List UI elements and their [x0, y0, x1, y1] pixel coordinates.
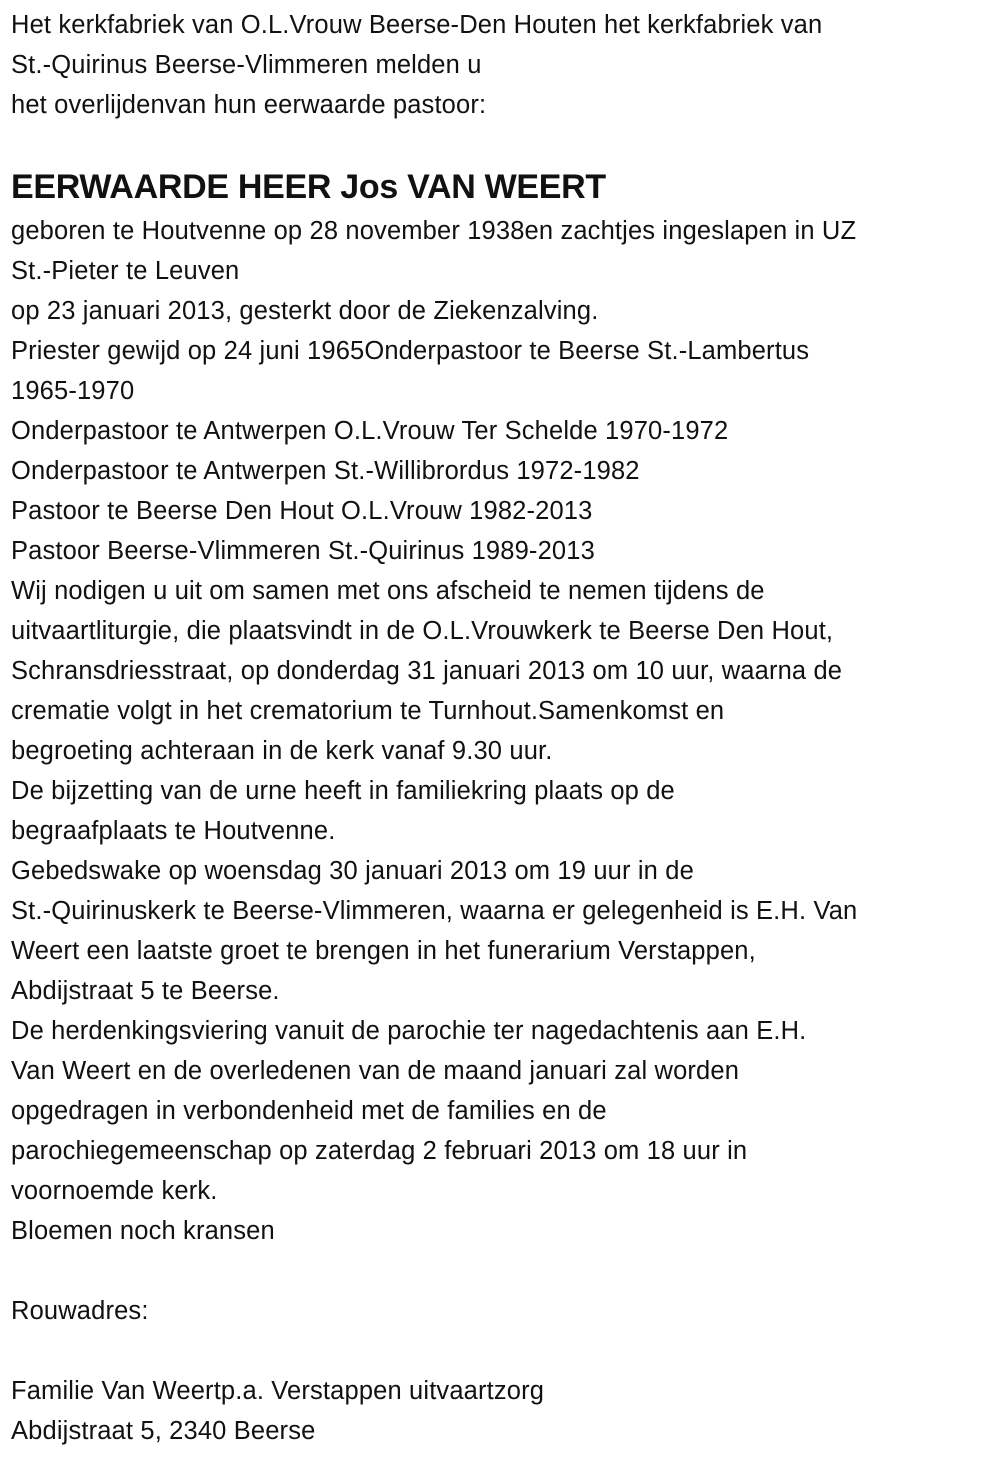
body-line: St.-Quirinuskerk te Beerse-Vlimmeren, waarna er gelegenheid is E.H. Van	[11, 897, 858, 925]
intro	[11, 5, 1000, 125]
body-line: opgedragen in verbondenheid met de families en de	[11, 1097, 607, 1125]
body-line: crematie volgt in het crematorium te Turnhout.Samenkomst en	[11, 697, 725, 725]
spacer	[11, 125, 1000, 165]
body-line: St.-Pieter te Leuven	[11, 257, 240, 285]
body-line: Priester gewijd op 24 juni 1965Onderpastoor te Beerse St.-Lambertus	[11, 337, 810, 365]
body-line: Wij nodigen u uit om samen met ons afscheid te nemen tijdens de	[11, 577, 765, 605]
address-label: Rouwadres:	[11, 1297, 149, 1325]
spacer	[11, 1331, 1000, 1371]
body-line: De bijzetting van de urne heeft in familiekring plaats op de	[11, 777, 675, 805]
body-line: Onderpastoor te Antwerpen O.L.Vrouw Ter Schelde 1970-1972	[11, 417, 729, 445]
body-line: Weert een laatste groet te brengen in het funerarium Verstappen,	[11, 937, 756, 965]
intro-line: St.-Quirinus Beerse-Vlimmeren melden u	[11, 51, 482, 79]
deceased-name-title: EERWAARDE HEER Jos VAN WEERT	[11, 168, 606, 206]
body-line: Pastoor Beerse-Vlimmeren St.-Quirinus 1989-2013	[11, 537, 595, 565]
body-line: Onderpastoor te Antwerpen St.-Willibrordus 1972-1982	[11, 457, 640, 485]
obituary-document	[11, 5, 1000, 1451]
body-line: Schransdriesstraat, op donderdag 31 januari 2013 om 10 uur, waarna de	[11, 657, 843, 685]
address-line: Abdijstraat 5, 2340 Beerse	[11, 1417, 316, 1445]
body-line: De herdenkingsviering vanuit de parochie ter nagedachtenis aan E.H.	[11, 1017, 807, 1045]
spacer	[11, 1251, 1000, 1291]
body-line: Bloemen noch kransen	[11, 1217, 275, 1245]
address-line: Familie Van Weertp.a. Verstappen uitvaartzorg	[11, 1377, 545, 1405]
body-line: Pastoor te Beerse Den Hout O.L.Vrouw 1982-2013	[11, 497, 593, 525]
body-line: op 23 januari 2013, gesterkt door de Ziekenzalving.	[11, 297, 599, 325]
intro-line: Het kerkfabriek van O.L.Vrouw Beerse-Den Houten het kerkfabriek van	[11, 11, 823, 39]
body-line: Abdijstraat 5 te Beerse.	[11, 977, 280, 1005]
body-line: geboren te Houtvenne op 28 november 1938en zachtjes ingeslapen in UZ	[11, 217, 857, 245]
obituary-body	[11, 211, 1000, 1251]
body-line: begroeting achteraan in de kerk vanaf 9.30 uur.	[11, 737, 553, 765]
body-line: voornoemde kerk.	[11, 1177, 218, 1205]
body-line: Gebedswake op woensdag 30 januari 2013 om 19 uur in de	[11, 857, 694, 885]
body-line: parochiegemeenschap op zaterdag 2 februari 2013 om 18 uur in	[11, 1137, 748, 1165]
body-line: 1965-1970	[11, 377, 135, 405]
body-line: uitvaartliturgie, die plaatsvindt in de O.L.Vrouwkerk te Beerse Den Hout,	[11, 617, 834, 645]
body-line: Van Weert en de overledenen van de maand januari zal worden	[11, 1057, 740, 1085]
intro-line: het overlijdenvan hun eerwaarde pastoor:	[11, 91, 487, 119]
body-line: begraafplaats te Houtvenne.	[11, 817, 336, 845]
